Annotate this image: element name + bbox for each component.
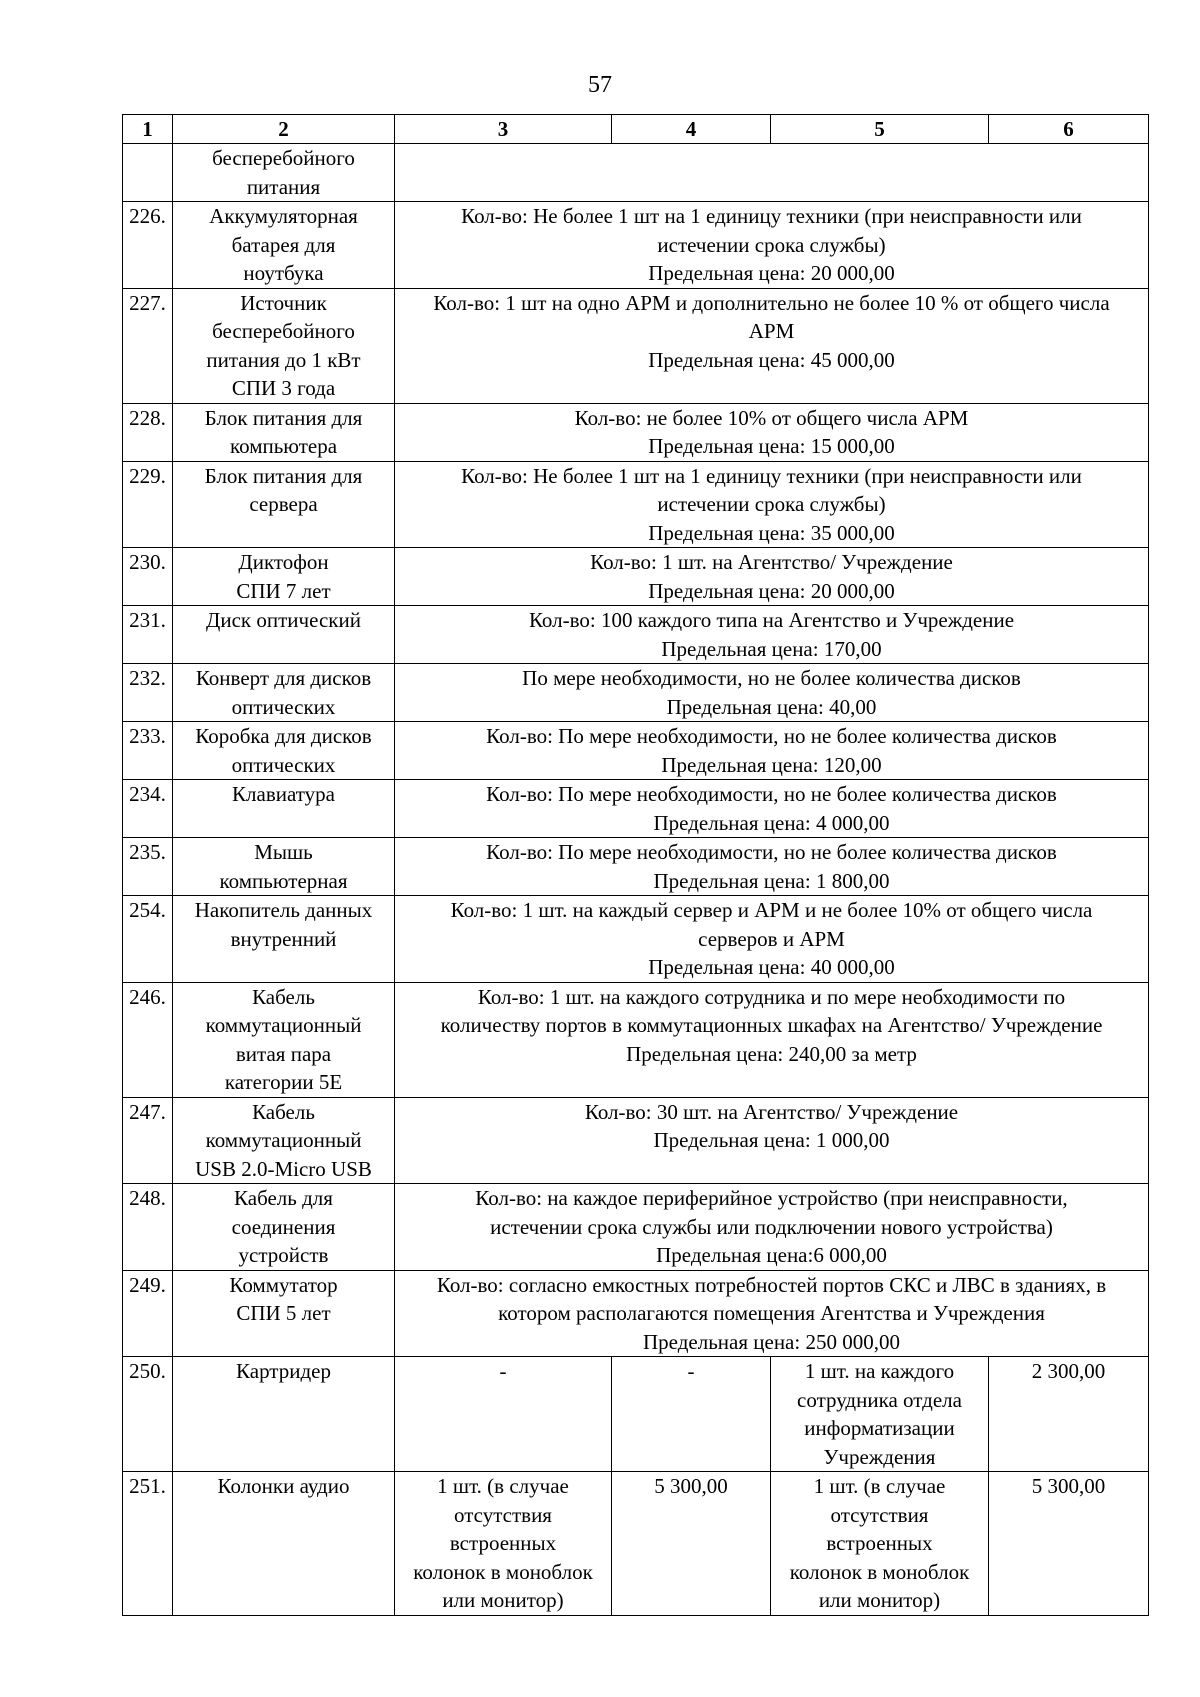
item-requirements [395,722,1149,780]
table-row [123,722,1149,780]
item-name-line: Кабель для [234,1186,333,1210]
item-name-line: витая пара [235,1041,332,1066]
agency-price-line: 5 300,00 [654,1474,728,1498]
agency-quantity-line: 1 шт. (в случае [437,1474,569,1498]
table-row [123,838,1149,896]
table-row [123,1184,1149,1271]
item-requirements-line: АРМ [748,319,795,343]
item-name [173,288,395,403]
institution-quantity-line: или монитор) [818,1588,941,1612]
item-name [173,722,395,780]
item-name-line: Мышь [254,840,313,864]
item-requirements-line: Кол-во: согласно емкостных потребностей портов СКС и ЛВС в зданиях, в [436,1272,1107,1297]
item-name-line: СПИ 7 лет [236,578,331,603]
item-name [173,202,395,289]
item-name-line: устройств [238,1243,329,1267]
row-number: 246. [123,982,173,1097]
item-name-line: оптических [231,694,336,719]
item-name-line: Аккумуляторная [209,204,358,228]
page-number: 57 [588,72,612,98]
institution-quantity [771,1472,989,1616]
item-requirements-line: Предельная цена: 240,00 за метр [626,1041,917,1066]
item-requirements-line: Предельная цена: 1 800,00 [653,868,890,893]
item-name [173,1097,395,1184]
column-header: 1 [123,115,173,144]
item-requirements-line: Кол-во: 30 шт. на Агентство/ Учреждение [584,1099,959,1124]
item-requirements-line: Предельная цена: 40,00 [666,694,877,719]
institution-quantity-line: сотрудника отдела [797,1387,962,1412]
agency-quantity-line: отсутствия [454,1502,552,1527]
item-requirements-line: Кол-во: 100 каждого типа на Агентство и Учреждение [528,608,1015,632]
header-row [123,115,1149,144]
table-row [123,1097,1149,1184]
item-name-line: Коробка для дисков [195,724,372,748]
item-name [173,1472,395,1616]
item-requirements [395,461,1149,548]
table-row [123,461,1149,548]
item-name [173,838,395,896]
item-name-line: Клавиатура [232,782,335,806]
column-header: 2 [173,115,395,144]
item-requirements-line: Предельная цена: 250 000,00 [643,1329,900,1354]
item-requirements-line: Предельная цена:6 000,00 [656,1243,887,1267]
item-name-line: внутренний [230,926,337,951]
item-requirements-line: Кол-во: 1 шт на одно АРМ и дополнительно не более 10 % от общего числа [433,290,1110,315]
item-name-line: бесперебойного [212,146,355,170]
item-requirements-line: Кол-во: 1 шт. на Агентство/ Учреждение [590,550,953,574]
agency-quantity [395,1357,612,1472]
row-number: 234. [123,780,173,838]
item-requirements-line: Кол-во: Не более 1 шт на 1 единицу техники (при неисправности или [461,204,1082,228]
item-name [173,896,395,983]
item-name-line: питания до 1 кВт [206,347,361,372]
item-requirements-line: Кол-во: 1 шт. на каждого сотрудника и по мере необходимости по [477,984,1066,1009]
item-requirements-line: Кол-во: По мере необходимости, но не более количества дисков [486,782,1057,806]
table-row [123,1357,1149,1472]
item-name-line: Кабель [252,984,315,1009]
row-number: 228. [123,403,173,461]
item-requirements-line: Предельная цена: 120,00 [661,752,882,777]
item-name-line: компьютерная [219,868,348,893]
item-requirements [395,548,1149,606]
table-row [123,288,1149,403]
row-number: 232. [123,664,173,722]
institution-quantity [771,1357,989,1472]
item-requirements-line: Предельная цена: 35 000,00 [648,520,895,545]
item-requirements-line: котором располагаются помещения Агентства и Учреждения [498,1301,1045,1325]
item-name [173,144,395,202]
item-requirements [395,664,1149,722]
item-requirements-line: количеству портов в коммутационных шкафах на Агентство/ Учреждение [440,1013,1103,1037]
table-row [123,982,1149,1097]
item-requirements-line: По мере необходимости, но не более количества дисков [522,666,1021,690]
agency-quantity-line: встроенных [449,1531,557,1555]
table-row [123,548,1149,606]
table-row [123,896,1149,983]
row-number: 247. [123,1097,173,1184]
item-requirements [395,144,1149,202]
item-name [173,403,395,461]
institution-price [989,1472,1149,1616]
table-row [123,664,1149,722]
table-row [123,1472,1149,1616]
agency-quantity-line: - [499,1359,507,1383]
item-name-line: Источник [240,290,327,315]
item-name-line: Блок питания для [204,405,363,430]
item-name-line: питания [246,174,321,199]
item-requirements [395,288,1149,403]
item-name [173,461,395,548]
item-requirements-line: Кол-во: По мере необходимости, но не более количества дисков [486,840,1057,864]
item-name [173,548,395,606]
column-header: 6 [989,115,1149,144]
item-requirements [395,982,1149,1097]
row-number: 230. [123,548,173,606]
item-requirements-line: Кол-во: По мере необходимости, но не более количества дисков [486,724,1057,748]
item-requirements-line: Предельная цена: 45 000,00 [648,347,895,372]
row-number: 227. [123,288,173,403]
agency-price-line: - [687,1359,695,1383]
item-requirements-line: истечении срока службы) [657,232,886,257]
row-number: 250. [123,1357,173,1472]
table-row [123,606,1149,664]
row-number: 251. [123,1472,173,1616]
item-name [173,1357,395,1472]
item-name-line: батарея для [231,232,336,257]
row-number: 254. [123,896,173,983]
item-requirements [395,1184,1149,1271]
table-row [123,1270,1149,1357]
institution-quantity-line: колонок в моноблок [789,1559,970,1584]
item-requirements-line: Кол-во: не более 10% от общего числа АРМ [574,405,969,430]
item-name-line: бесперебойного [212,319,355,343]
item-requirements [395,896,1149,983]
item-requirements-line: Предельная цена: 170,00 [661,636,882,661]
column-header: 4 [612,115,771,144]
institution-price-line: 2 300,00 [1031,1359,1106,1383]
item-name-line: Блок питания для [204,463,363,488]
table-row [123,202,1149,289]
row-number: 235. [123,838,173,896]
institution-quantity-line: встроенных [826,1531,933,1555]
row-number: 226. [123,202,173,289]
item-name-line: компьютера [229,434,338,458]
institution-price-line: 5 300,00 [1031,1474,1106,1498]
item-name-line: категории 5Е [224,1070,343,1094]
item-requirements [395,606,1149,664]
item-requirements-line: Предельная цена: 20 000,00 [648,578,895,603]
institution-price [989,1357,1149,1472]
item-name-line: Картридер [236,1359,331,1383]
item-name [173,982,395,1097]
item-requirements-line: истечении срока службы) [657,492,886,516]
item-name-line: Накопитель данных [194,898,373,922]
item-name-line: коммутационный [205,1013,362,1037]
item-name [173,780,395,838]
item-name-line: СПИ 3 года [231,376,336,400]
item-requirements [395,1270,1149,1357]
item-name-line: СПИ 5 лет [236,1301,331,1325]
item-requirements [395,1097,1149,1184]
institution-quantity-line: отсутствия [830,1502,929,1527]
agency-price [612,1357,771,1472]
requirements-table [122,114,1149,1616]
row-number: 248. [123,1184,173,1271]
column-header: 5 [771,115,989,144]
row-number: 229. [123,461,173,548]
row-number [123,144,173,202]
item-name [173,664,395,722]
row-number: 233. [123,722,173,780]
item-requirements-line: Предельная цена: 40 000,00 [648,955,895,979]
item-name-line: соединения [231,1214,336,1239]
item-name-line: оптических [231,752,336,777]
institution-quantity-line: информатизации [804,1416,955,1440]
item-requirements-line: Предельная цена: 1 000,00 [653,1128,890,1152]
item-requirements-line: истечении срока службы или подключении нового устройства) [490,1214,1053,1239]
institution-quantity-line: 1 шт. (в случае [813,1474,946,1498]
item-name-line: Диктофон [238,550,329,574]
item-requirements-line: Предельная цена: 15 000,00 [648,434,895,458]
column-header: 3 [395,115,612,144]
item-requirements [395,780,1149,838]
item-requirements-line: Кол-во: на каждое периферийное устройство (при неисправности, [475,1186,1068,1210]
agency-quantity-line: колонок в моноблок [413,1559,593,1584]
item-requirements-line: Предельная цена: 20 000,00 [648,261,895,285]
table-row [123,403,1149,461]
table-row [123,780,1149,838]
item-name [173,1184,395,1271]
item-requirements [395,202,1149,289]
item-name [173,606,395,664]
institution-quantity-line: 1 шт. на каждого [804,1359,955,1383]
table-row [123,144,1149,202]
item-name-line: ноутбука [243,261,324,285]
item-name-line: USB 2.0-Micro USB [195,1156,372,1181]
agency-quantity [395,1472,612,1616]
item-name [173,1270,395,1357]
row-number: 249. [123,1270,173,1357]
item-name-line: Конверт для дисков [195,666,372,690]
item-name-line: Диск оптический [206,608,361,632]
agency-price [612,1472,771,1616]
institution-quantity-line: Учреждения [823,1444,936,1469]
item-name-line: Колонки аудио [217,1474,350,1498]
item-name-line: коммутационный [205,1128,362,1152]
agency-quantity-line: или монитор) [442,1588,564,1612]
item-name-line: сервера [249,492,318,516]
item-requirements [395,838,1149,896]
item-requirements-line: серверов и АРМ [698,926,845,951]
item-requirements [395,403,1149,461]
item-requirements-line: Предельная цена: 4 000,00 [653,810,890,835]
item-name-line: Кабель [252,1099,315,1124]
item-requirements-line: Кол-во: 1 шт. на каждый сервер и АРМ и не более 10% от общего числа [450,898,1093,922]
item-name-line: Коммутатор [229,1272,338,1297]
item-requirements-line: Кол-во: Не более 1 шт на 1 единицу техники (при неисправности или [461,463,1082,488]
row-number: 231. [123,606,173,664]
